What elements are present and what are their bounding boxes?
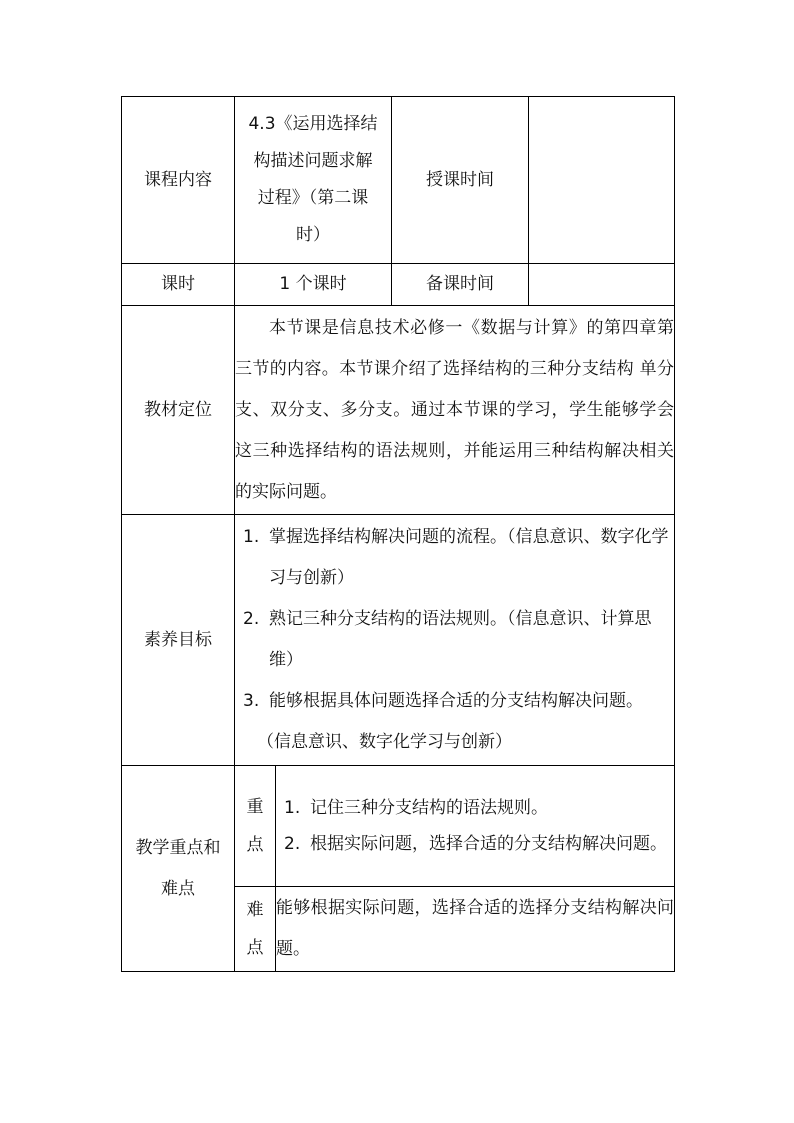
- teaching-time-label: 授课时间: [392, 97, 529, 264]
- list-text: 根据实际问题，选择合适的分支结构解决问题。: [310, 834, 667, 854]
- key-points-label-char: 点: [246, 835, 264, 855]
- literacy-goals-list: [235, 517, 674, 722]
- lesson-plan-table: [121, 96, 675, 972]
- class-hours-label: 课时: [122, 264, 235, 306]
- class-hours-value: 1 个课时: [235, 264, 392, 306]
- list-item: [284, 790, 670, 826]
- literacy-goals-label: 素养目标: [122, 515, 235, 766]
- key-difficult-label-line: 教学重点和: [135, 837, 221, 858]
- row-course-content: [122, 97, 675, 264]
- row-textbook-position: [122, 306, 675, 515]
- key-difficult-label-line: 难点: [161, 878, 195, 899]
- list-item: [243, 681, 670, 722]
- course-content-line: 4.3《运用选择结: [248, 114, 378, 134]
- teaching-time-value: [529, 97, 675, 264]
- key-points-cell: [276, 766, 675, 887]
- key-points-list: [276, 790, 674, 862]
- list-text: 熟记三种分支结构的语法规则。（信息意识、计算思维）: [269, 609, 652, 670]
- prep-time-value: [529, 264, 675, 306]
- course-content-line: 时）: [296, 225, 330, 245]
- difficult-points-label-char: 点: [246, 938, 264, 958]
- course-content-line: 过程》（第二课: [257, 188, 369, 208]
- key-points-label: [235, 766, 276, 887]
- list-number: 2.: [243, 609, 260, 629]
- row-literacy-goals: [122, 515, 675, 766]
- course-content-value: [235, 97, 392, 264]
- list-number: 1.: [284, 798, 301, 818]
- textbook-position-label: 教材定位: [122, 306, 235, 515]
- list-text: 记住三种分支结构的语法规则。: [310, 798, 548, 818]
- course-content-line: 构描述问题求解: [253, 151, 373, 171]
- row-class-hours: [122, 264, 675, 306]
- list-item: [243, 517, 670, 599]
- prep-time-label: 备课时间: [392, 264, 529, 306]
- literacy-goals-cell: [235, 515, 675, 766]
- list-number: 3.: [243, 691, 260, 711]
- list-text: 掌握选择结构解决问题的流程。（信息意识、数字化学习与创新）: [269, 527, 669, 588]
- key-points-label-char: 重: [246, 797, 264, 817]
- list-text: 能够根据具体问题选择合适的分支结构解决问题。: [269, 691, 643, 711]
- difficult-points-text: 能够根据实际问题，选择合适的选择分支结构解决问题。: [276, 898, 675, 959]
- course-content-label: 课程内容: [122, 97, 235, 264]
- difficult-points-cell: [276, 887, 675, 972]
- list-number: 1.: [243, 527, 260, 547]
- list-item: [243, 599, 670, 681]
- textbook-position-cell: [235, 306, 675, 515]
- list-number: 2.: [284, 834, 301, 854]
- literacy-goals-tail: （信息意识、数字化学习与创新）: [257, 732, 512, 752]
- key-difficult-label: [122, 766, 235, 972]
- row-key-points: [122, 766, 675, 887]
- list-item: [284, 826, 670, 862]
- difficult-points-label-char: 难: [246, 900, 264, 920]
- difficult-points-label: [235, 887, 276, 972]
- textbook-position-text: 本节课是信息技术必修一《数据与计算》的第四章第三节的内容。本节课介绍了选择结构的三种分支结构 单分支、双分支、多分支。通过本节课的学习，学生能够学会这三种选择结构的语法规则，并能运用三种结构解决相关的实际问题。: [235, 317, 675, 502]
